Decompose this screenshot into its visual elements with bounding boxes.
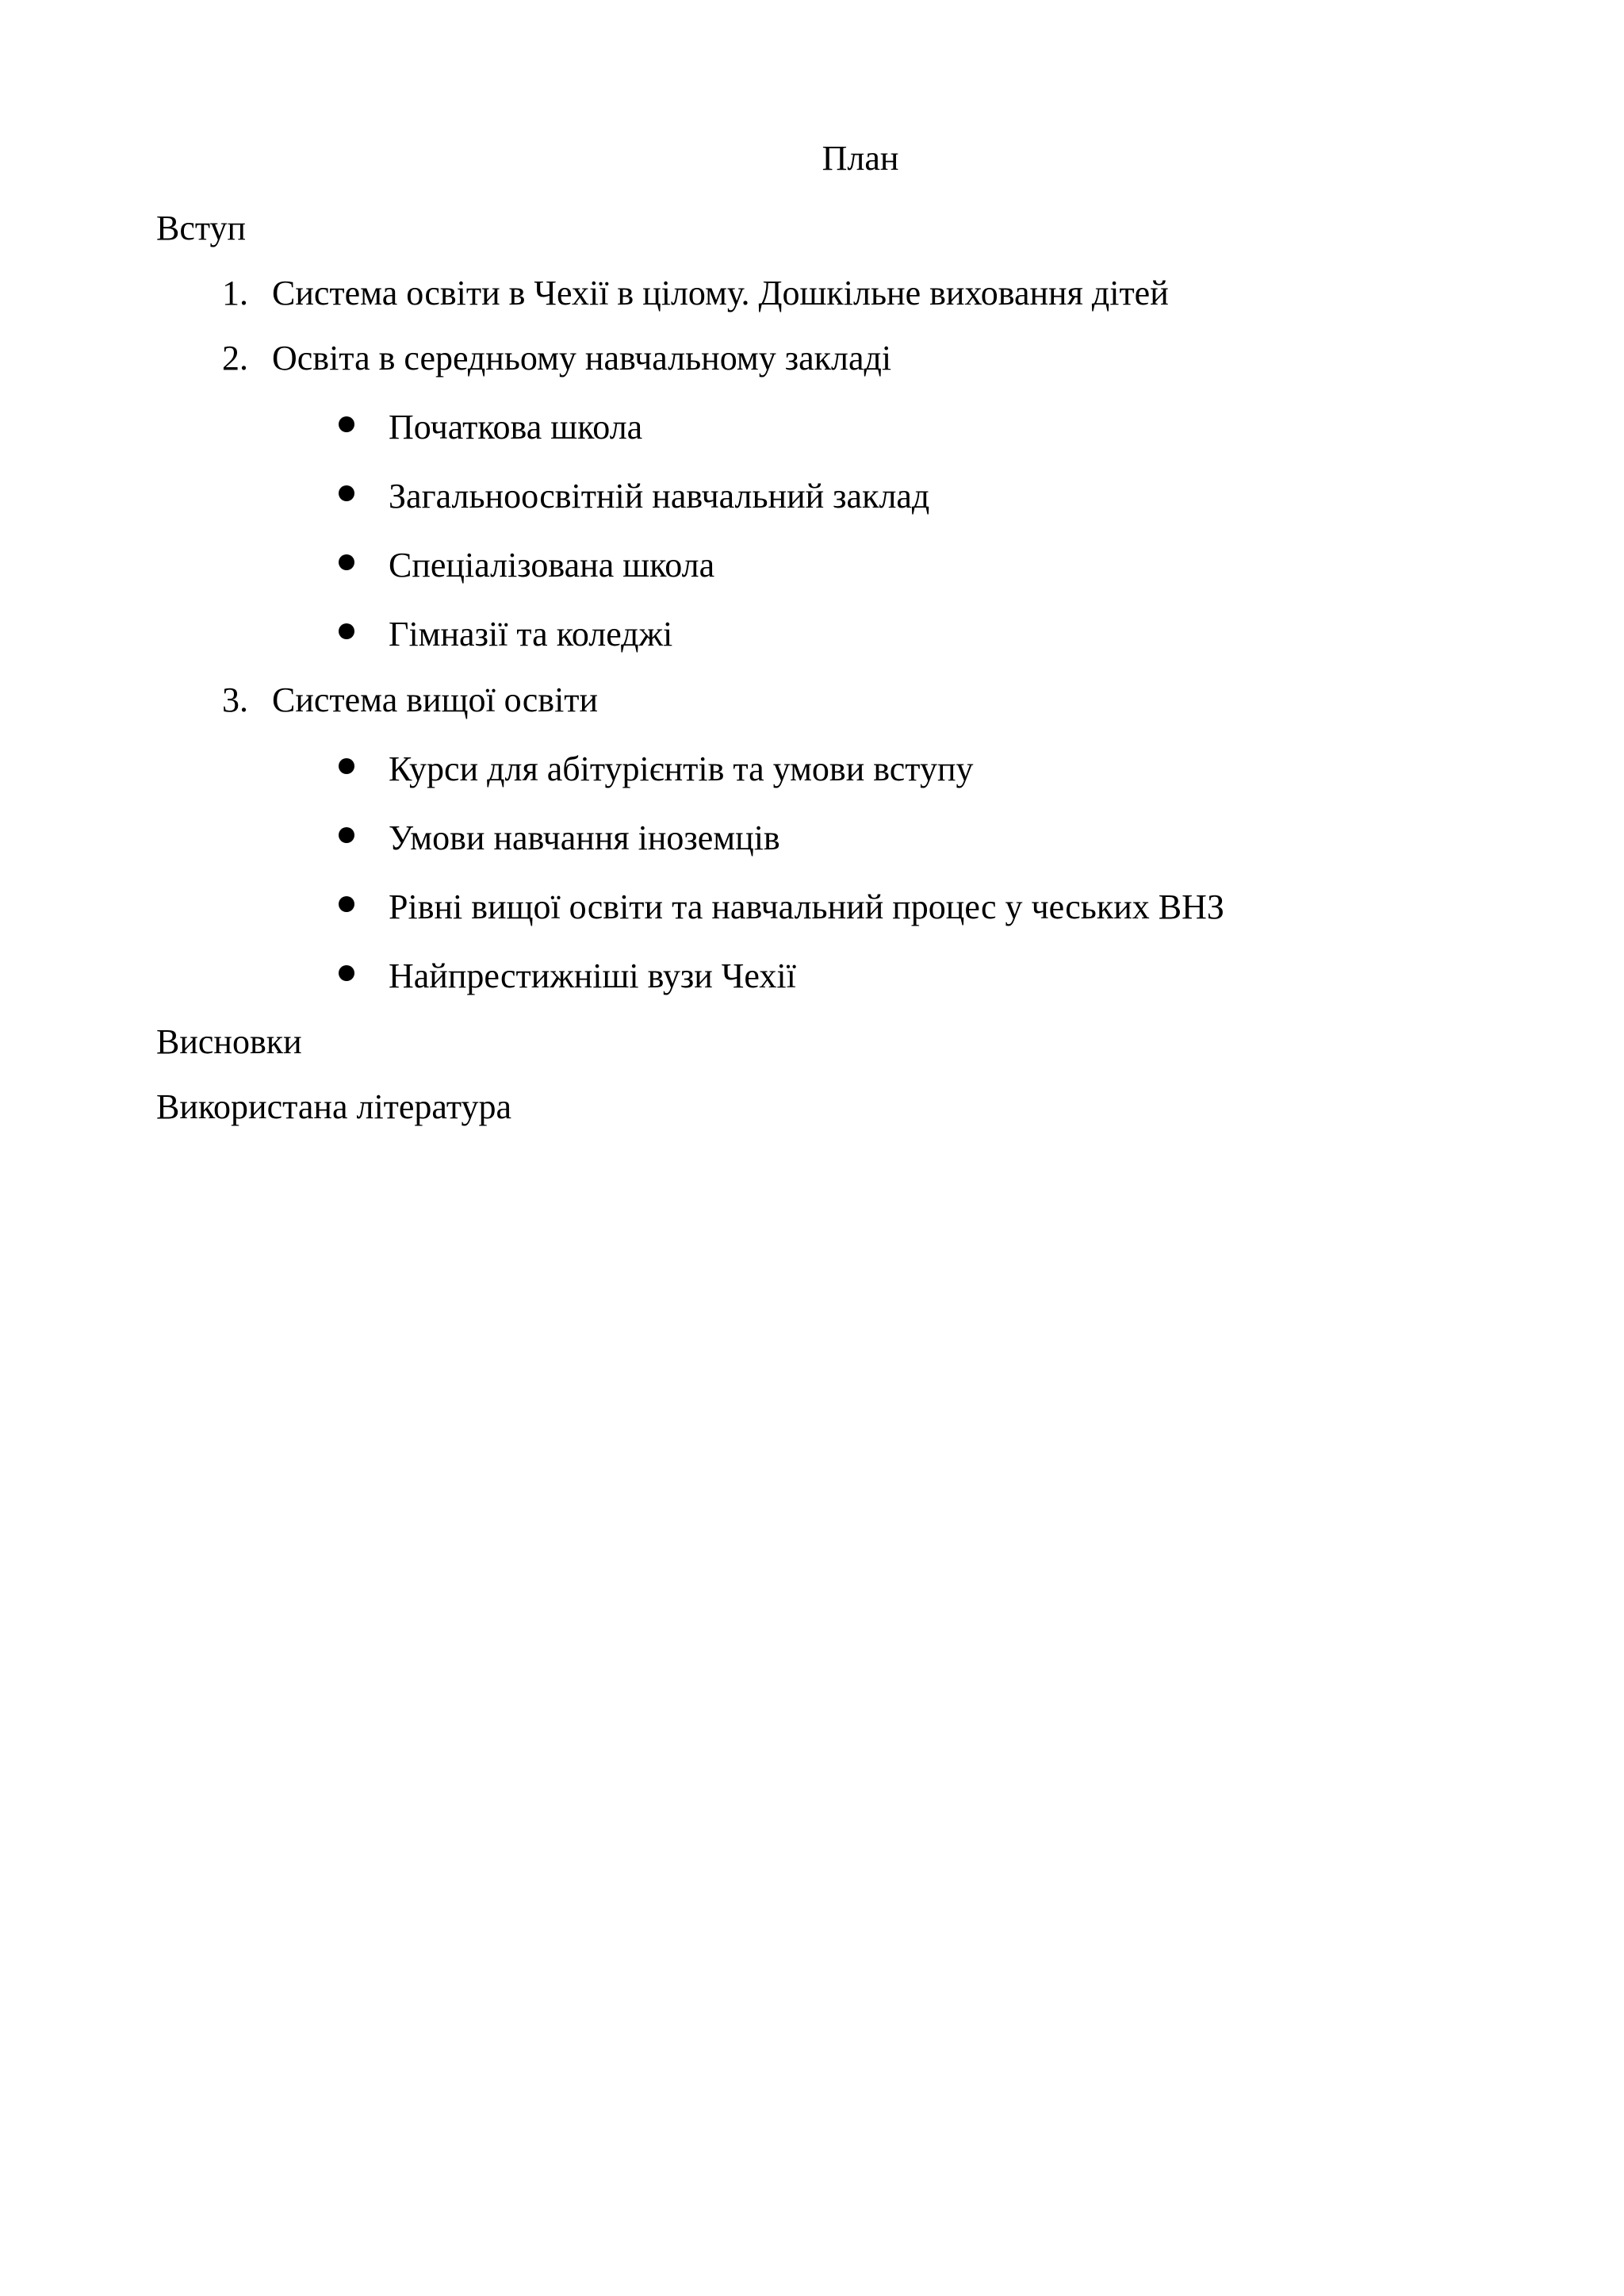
section-intro: Вступ <box>156 209 247 247</box>
page-title: План <box>822 139 899 178</box>
bullet-icon <box>339 554 354 570</box>
bullet-icon <box>339 416 354 432</box>
bullet-icon <box>339 896 354 912</box>
bullet-icon <box>339 485 354 501</box>
list-number-2: 2. <box>222 339 248 378</box>
sublist-item-3-2: Умови навчання іноземців <box>389 818 780 857</box>
bullet-icon <box>339 827 354 843</box>
bullet-icon <box>339 758 354 774</box>
sublist-item-3-1: Курси для абітурієнтів та умови вступу <box>389 749 974 788</box>
sublist-item-2-3: Спеціалізована школа <box>389 546 715 585</box>
sublist-item-2-4: Гімназії та коледжі <box>389 615 673 654</box>
sublist-item-2-1: Початкова школа <box>389 408 643 447</box>
sublist-item-2-2: Загальноосвітній навчальний заклад <box>389 477 930 516</box>
list-item-2: Освіта в середньому навчальному закладі <box>272 339 892 378</box>
list-item-3: Система вищої освіти <box>272 680 599 719</box>
bullet-icon <box>339 965 354 981</box>
list-number-1: 1. <box>222 274 248 312</box>
section-references: Використана література <box>156 1087 511 1126</box>
list-number-3: 3. <box>222 680 248 719</box>
list-item-1: Система освіти в Чехії в цілому. Дошкільне виховання дітей <box>272 274 1169 312</box>
sublist-item-3-3: Рівні вищої освіти та навчальний процес у чеських ВНЗ <box>389 887 1224 926</box>
bullet-icon <box>339 623 354 639</box>
sublist-item-3-4: Найпрестижніші вузи Чехії <box>389 956 796 995</box>
section-conclusions: Висновки <box>156 1022 302 1061</box>
